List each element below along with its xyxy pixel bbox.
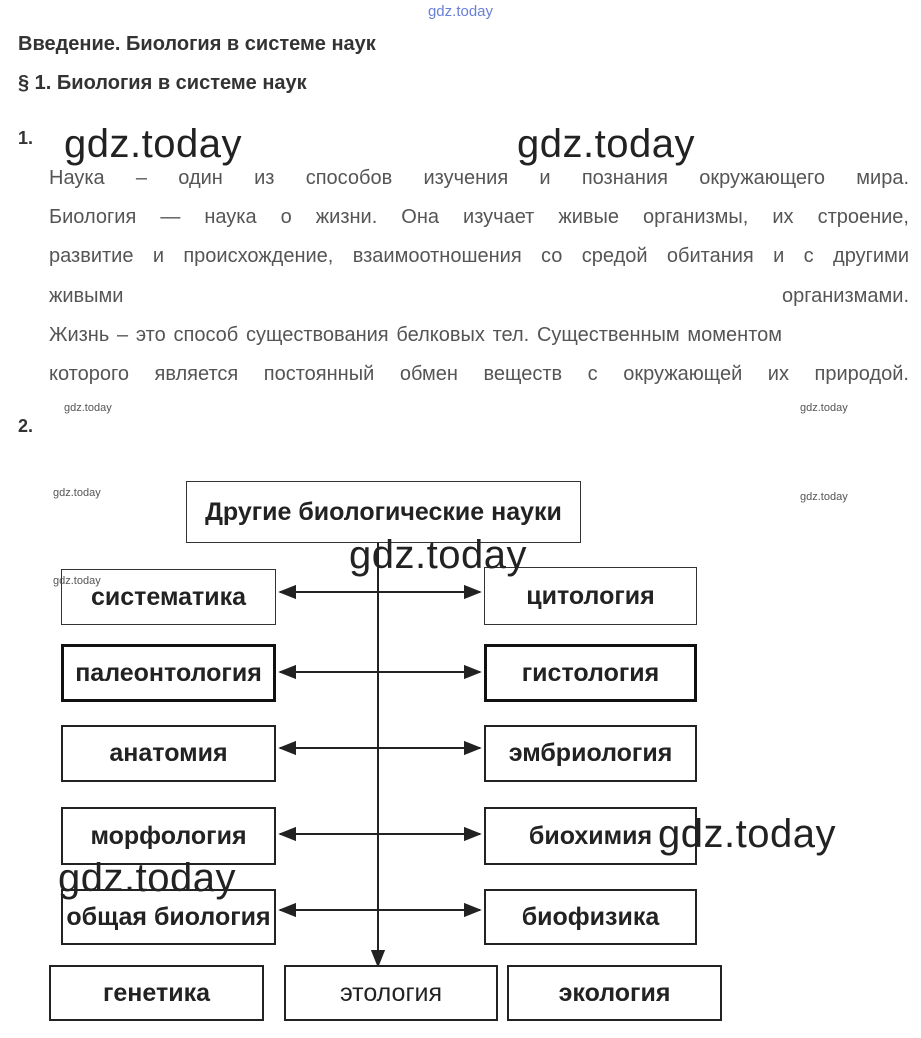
text-line-right: организмами. xyxy=(782,284,909,307)
diagram-left-box: общая биология xyxy=(61,889,276,945)
watermark: gdz.today xyxy=(349,533,527,577)
watermark: gdz.today xyxy=(658,812,836,856)
text-line-left: живыми xyxy=(49,284,124,307)
watermark: gdz.today xyxy=(800,402,848,414)
watermark: gdz.today xyxy=(800,491,848,503)
diagram-bottom-box: генетика xyxy=(49,965,264,1021)
diagram-root-box: Другие биологические науки xyxy=(186,481,581,543)
diagram-left-box: анатомия xyxy=(61,725,276,782)
section-title: § 1. Биология в системе наук xyxy=(18,72,307,94)
diagram-right-box: эмбриология xyxy=(484,725,697,782)
task-1-number: 1. xyxy=(18,128,34,148)
diagram-bottom-box: экология xyxy=(507,965,722,1021)
text-line: развитие и происхождение, взаимоотношения со средой обитания и с другими xyxy=(49,245,909,268)
top-watermark: gdz.today xyxy=(427,3,494,20)
diagram-bottom-box: этология xyxy=(284,965,498,1021)
task-2-number: 2. xyxy=(18,416,34,436)
watermark: gdz.today xyxy=(64,122,242,166)
diagram-left-box: морфология xyxy=(61,807,276,865)
watermark: gdz.today xyxy=(517,122,695,166)
text-line: Жизнь – это способ существования белковых тел. Существенным моментом xyxy=(49,323,783,346)
diagram-right-box: биохимия xyxy=(484,807,697,865)
text-line: Наука – один из способов изучения и познания окружающего мира. xyxy=(49,167,909,189)
diagram-left-box: систематика xyxy=(61,569,276,625)
watermark: gdz.today xyxy=(53,487,101,499)
diagram-right-box: гистология xyxy=(484,644,697,702)
text-line: Биология — наука о жизни. Она изучает живые организмы, их строение, xyxy=(49,206,909,229)
diagram-left-box: палеонтология xyxy=(61,644,276,702)
text-line: которого является постоянный обмен веществ с окружающей их природой. xyxy=(49,362,909,385)
watermark: gdz.today xyxy=(53,575,101,587)
watermark: gdz.today xyxy=(64,402,112,414)
chapter-title: Введение. Биология в системе наук xyxy=(18,33,376,55)
diagram-right-box: цитология xyxy=(484,567,697,625)
diagram-right-box: биофизика xyxy=(484,889,697,945)
watermark: gdz.today xyxy=(58,856,236,900)
